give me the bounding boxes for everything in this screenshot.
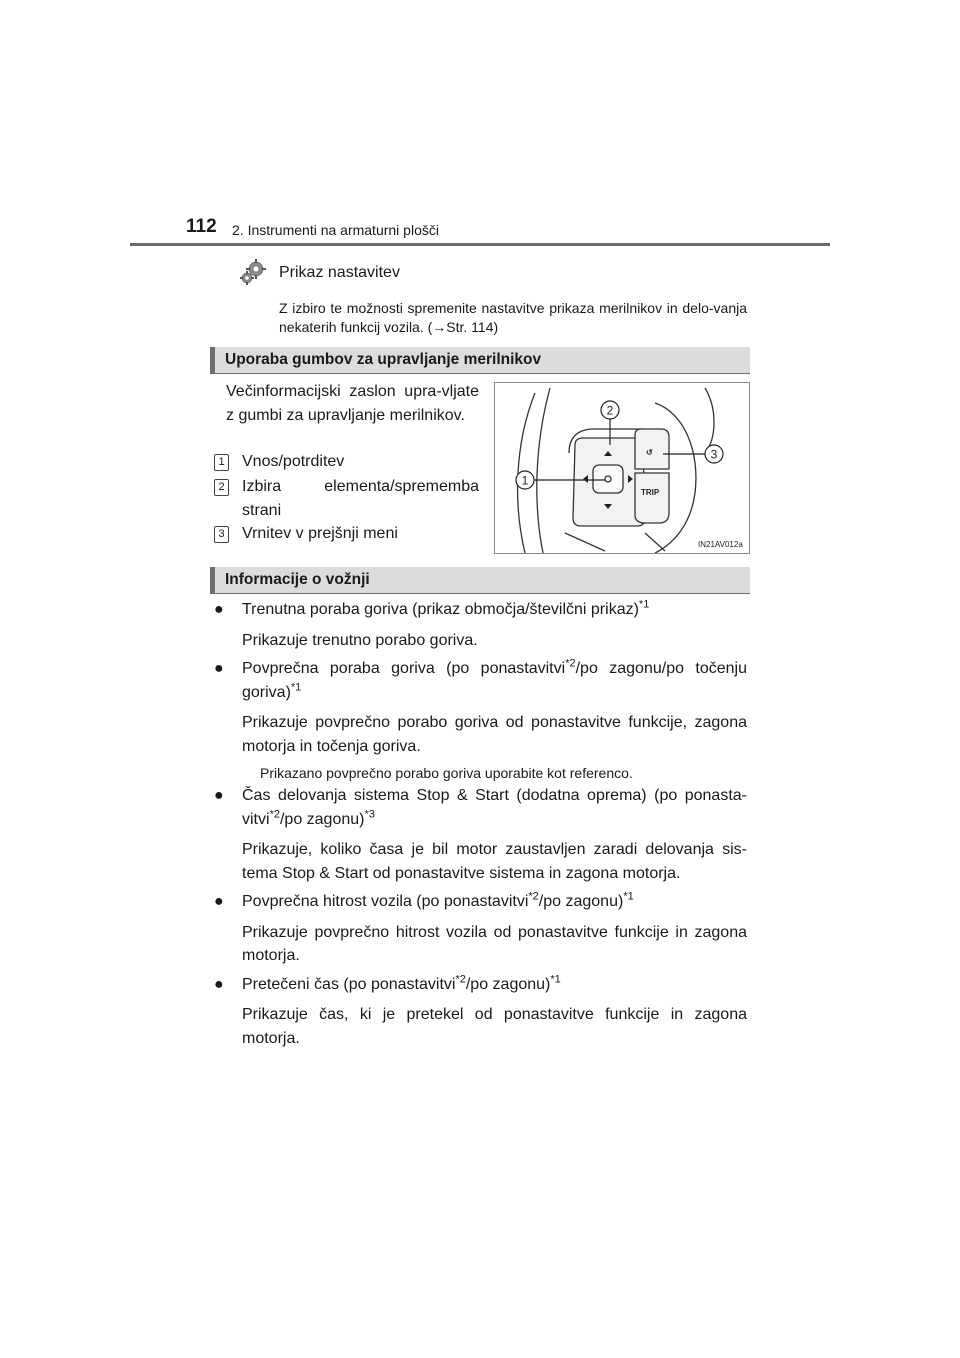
item-heading: Povprečna hitrost vozila (po ponastavitvi$^{*2}$/po zagonu)$^{*1}$ [242,890,634,910]
item-heading: Pretečeni čas (po ponastavitvi$^{*2}$/po zagonu)$^{*1}$ [242,973,561,993]
trip-label: TRIP [641,488,660,497]
item-description: Prikazuje čas, ki je pretekel od ponastavitve funkcije in zagona motorja. [242,1006,747,1047]
steering-switch-illustration [495,383,749,553]
item-text: Vrnitev v prejšnji meni [242,525,398,542]
settings-title: Prikaz nastavitev [279,264,400,281]
gear-icon [238,258,268,288]
steering-switch-figure [494,382,750,554]
item-number: 1 [214,454,229,471]
section-underline [210,373,750,374]
driving-info-list [214,598,747,1050]
page-number: 112 [186,216,217,237]
callout-2: 2 [606,403,614,418]
list-item [214,973,747,1051]
bullet-icon: ● [214,601,224,618]
section-underline [210,593,750,594]
item-note: Prikazano povprečno porabo goriva uporabite kot referenco. [260,765,633,781]
item-text: Izbira elementa/sprememba strani [242,478,479,519]
item-heading: Povprečna poraba goriva (po ponastavitvi$^{*2}$/po zagonu/po točenju goriva)$^{*1}$ [242,657,747,701]
bullet-icon: ● [214,660,224,677]
chapter-title: 2. Instrumenti na armaturni plošči [232,222,439,238]
item-number: 2 [214,479,229,496]
bullet-icon: ● [214,975,224,993]
section-heading-controls: Uporaba gumbov za upravljanje merilnikov [210,347,750,373]
item-number: 3 [214,526,229,543]
section-intro: Večinformacijski zaslon upra-vljate z gumbi za upravljanje merilnikov. [226,383,479,424]
item-description: Prikazuje povprečno porabo goriva od ponastavitve funkcije, zagona motorja in točenja goriva. [242,714,747,755]
callout-1: 1 [521,473,529,488]
item-description: Prikazuje trenutno porabo goriva. [242,631,478,649]
settings-description: Z izbiro te možnosti spremenite nastavitve prikaza merilnikov in delo-vanja nekaterih funkcij vozila. (→Str. 114) [279,300,747,335]
back-icon: ↺ [646,448,653,457]
list-item [214,890,747,968]
bullet-icon: ● [214,893,224,910]
item-heading: Čas delovanja sistema Stop & Start (dodatna oprema) (po ponasta-vitvi$^{*2}$/po zagonu)$^{*3}$ [242,787,747,828]
item-text: Vnos/potrditev [242,453,345,470]
item-description: Prikazuje, koliko časa je bil motor zaustavljen zaradi delovanja sis-tema Stop & Start od ponastavitve sistema in zagona motorja. [242,841,747,882]
item-description: Prikazuje povprečno hitrost vozila od ponastavitve funkcije in zagona motorja. [242,923,747,964]
bullet-icon: ● [214,787,224,804]
section-heading-driving-info: Informacije o vožnji [210,567,750,593]
figure-id: IN21AV012a [698,540,743,549]
callout-3: 3 [710,447,718,462]
list-item [214,598,747,652]
list-item [214,784,747,885]
header-rule [130,243,830,246]
item-heading: Trenutna poraba goriva (prikaz območja/številčni prikaz)$^{*1}$ [242,598,650,618]
list-item [214,657,747,782]
